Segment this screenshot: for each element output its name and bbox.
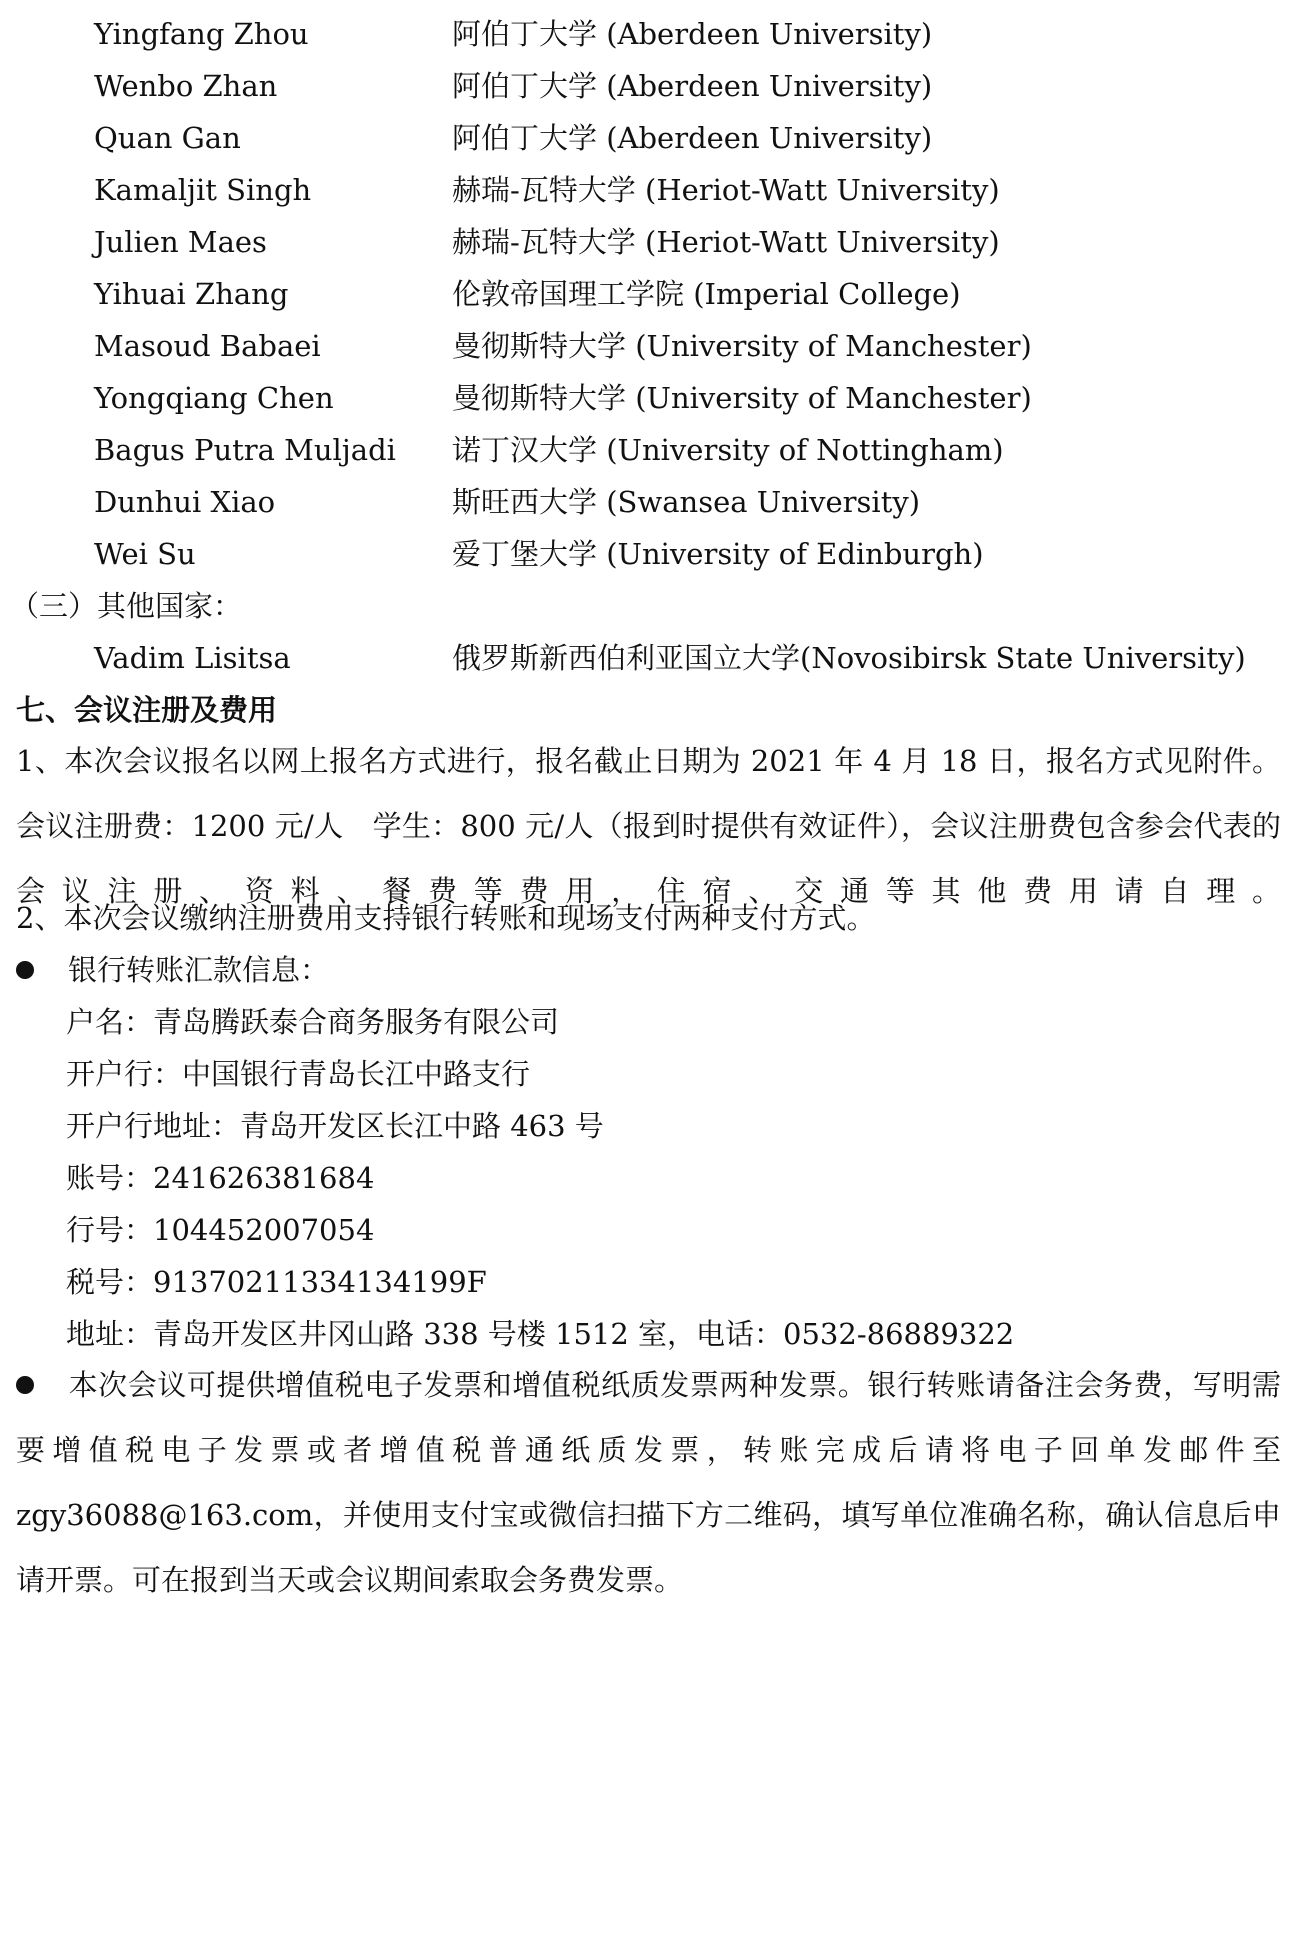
member-institution: 阿伯丁大学 (Aberdeen University) (452, 17, 933, 51)
bank-transfer-heading (16, 950, 329, 990)
member-institution: 爱丁堡大学 (University of Edinburgh) (452, 537, 984, 571)
payment-paragraph: 2、本次会议缴纳注册费用支持银行转账和现场支付两种支付方式。 (16, 901, 876, 935)
bank-account-name: 户名：青岛腾跃泰合商务服务有限公司 (66, 1005, 560, 1039)
member-name: Dunhui Xiao (94, 485, 276, 519)
member-institution: 曼彻斯特大学 (University of Manchester) (452, 329, 1032, 363)
member-institution: 赫瑞-瓦特大学 (Heriot-Watt University) (452, 173, 1000, 207)
bank-code: 行号：104452007054 (66, 1213, 375, 1247)
member-name: Wenbo Zhan (94, 69, 278, 103)
other-countries-heading: （三）其他国家： (10, 589, 243, 623)
member-institution: 赫瑞-瓦特大学 (Heriot-Watt University) (452, 225, 1000, 259)
account-number: 账号：241626381684 (66, 1161, 375, 1195)
member-name: Julien Maes (94, 225, 267, 259)
tax-id: 税号：91370211334134199F (66, 1265, 487, 1299)
member-institution: 曼彻斯特大学 (University of Manchester) (452, 381, 1032, 415)
member-name: Masoud Babaei (94, 329, 321, 363)
section-heading: 七、会议注册及费用 (16, 693, 278, 727)
member-institution: 阿伯丁大学 (Aberdeen University) (452, 69, 933, 103)
bullet-icon (16, 1376, 34, 1394)
registration-paragraph: 1、本次会议报名以网上报名方式进行，报名截止日期为 2021 年 4 月 18 日，报名方式见附件。会议注册费：1200 元/人 学生：800 元/人（报到时提供有效证件），会议注册费包含参会代表的会议注册、资料、餐费等费用，住宿、交通等其他费用请自理。 (16, 744, 1281, 908)
company-address: 地址：青岛开发区井冈山路 338 号楼 1512 室，电话：0532-86889322 (66, 1317, 1015, 1351)
member-institution: 伦敦帝国理工学院 (Imperial College) (452, 277, 961, 311)
member-institution: 斯旺西大学 (Swansea University) (452, 485, 921, 519)
bank-name: 开户行：中国银行青岛长江中路支行 (66, 1057, 531, 1091)
member-name: Kamaljit Singh (94, 173, 312, 207)
invoice-paragraph-text: 本次会议可提供增值税电子发票和增值税纸质发票两种发票。银行转账请备注会务费，写明需要增值税电子发票或者增值税普通纸质发票，转账完成后请将电子回单发邮件至 zgy36088@163.com，并使用支付宝或微信扫描下方二维码，填写单位准确名称，确认信息后申请开票。可在报到当天或会议期间索取会务费发票。 (16, 1368, 1281, 1597)
member-institution: 俄罗斯新西伯利亚国立大学(Novosibirsk State University) (452, 641, 1246, 675)
member-institution: 阿伯丁大学 (Aberdeen University) (452, 121, 933, 155)
bullet-icon (16, 961, 34, 979)
member-institution: 诺丁汉大学 (University of Nottingham) (452, 433, 1004, 467)
invoice-paragraph (16, 1353, 1281, 1613)
member-name: Bagus Putra Muljadi (94, 433, 396, 467)
member-name: Yihuai Zhang (94, 277, 289, 311)
member-name: Wei Su (94, 537, 196, 571)
member-name: Quan Gan (94, 121, 241, 155)
member-name: Vadim Lisitsa (94, 641, 291, 675)
bank-transfer-heading-text: 银行转账汇款信息： (68, 953, 330, 987)
member-name: Yongqiang Chen (94, 381, 334, 415)
member-name: Yingfang Zhou (94, 17, 309, 51)
bank-address: 开户行地址：青岛开发区长江中路 463 号 (66, 1109, 604, 1143)
